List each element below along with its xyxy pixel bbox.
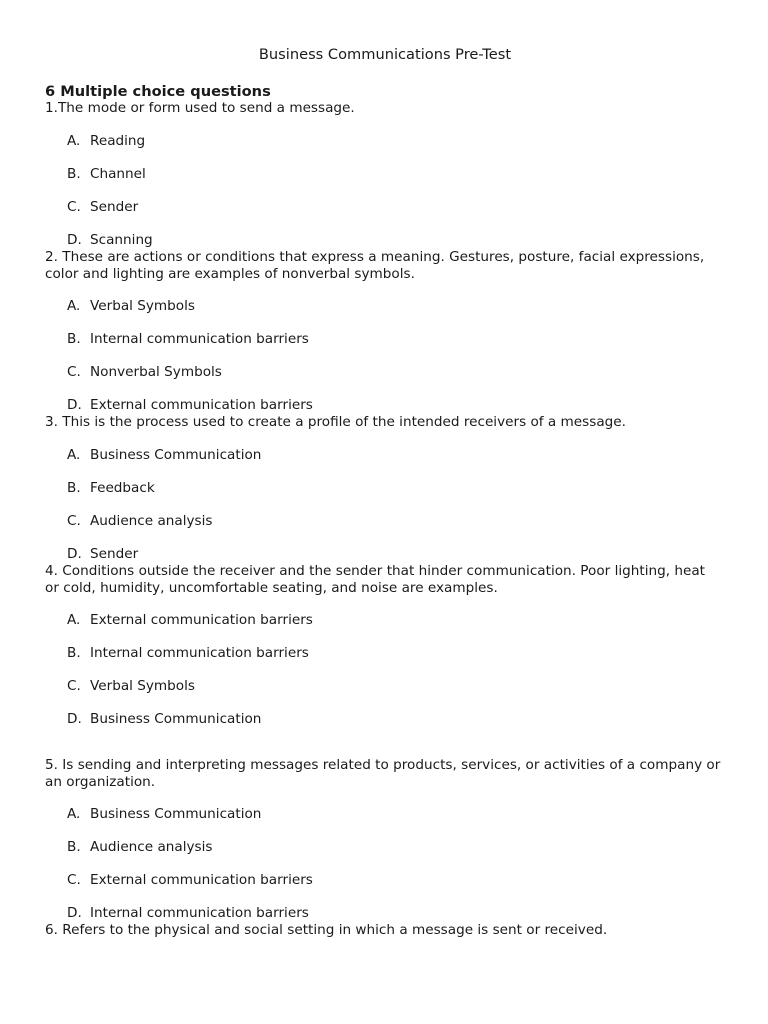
question-5-option-d [67,905,309,922]
option-text: Audience analysis [90,839,213,855]
option-text: Verbal Symbols [90,678,195,694]
option-text: External communication barriers [90,612,313,628]
document-title: Business Communications Pre-Test [258,46,512,63]
option-text: Nonverbal Symbols [90,364,222,380]
option-letter: D. [67,232,82,248]
option-text: Reading [90,133,146,149]
option-text: Scanning [90,232,153,248]
option-text: External communication barriers [90,872,313,888]
option-text: Internal communication barriers [90,905,309,921]
question-4-option-a [67,612,313,629]
question-1-option-c [67,199,138,216]
option-text: Internal communication barriers [90,331,309,347]
document-page [45,0,725,1024]
question-5-option-b [67,839,213,856]
option-letter: B. [67,331,81,347]
question-3-option-b [67,480,155,497]
question-4-option-c [67,678,195,695]
question-1-option-b [67,166,146,183]
option-text: Internal communication barriers [90,645,309,661]
question-4: 4. Conditions outside the receiver and the sender that hinder communication. Poor lighting, heat or cold, humidity, uncomfortable seating, and noise are examples. [45,563,705,596]
option-letter: C. [67,364,81,380]
question-2-option-d [67,397,313,414]
question-3-option-a [67,447,261,464]
option-text: Channel [90,166,146,182]
option-letter: B. [67,166,81,182]
option-text: Sender [90,546,139,562]
question-2: 2. These are actions or conditions that express a meaning. Gestures, posture, facial expressions, color and lighting are examples of nonverbal symbols. [45,249,705,282]
question-3-option-d [67,546,138,563]
option-letter: C. [67,513,81,529]
option-letter: A. [67,612,81,628]
option-letter: A. [67,447,81,463]
question-6: 6. Refers to the physical and social setting in which a message is sent or received. [45,922,608,938]
option-letter: B. [67,645,81,661]
option-text: Business Communication [90,447,262,463]
option-letter: A. [67,133,81,149]
option-letter: D. [67,397,82,413]
question-2-option-a [67,298,195,315]
option-text: Business Communication [90,806,262,822]
option-letter: A. [67,298,81,314]
option-text: Verbal Symbols [90,298,195,314]
option-letter: D. [67,711,82,727]
option-letter: D. [67,546,82,562]
option-letter: C. [67,872,81,888]
question-3: 3. This is the process used to create a profile of the intended receivers of a message. [45,414,626,430]
option-letter: C. [67,199,81,215]
question-1: 1.The mode or form used to send a message. [45,100,355,116]
question-1-option-d [67,232,153,249]
option-letter: A. [67,806,81,822]
question-2-option-c [67,364,222,381]
option-letter: D. [67,905,82,921]
option-text: External communication barriers [90,397,313,413]
option-letter: B. [67,480,81,496]
question-5: 5. Is sending and interpreting messages related to products, services, or activities of a company or an organization. [45,757,721,790]
question-3-option-c [67,513,213,530]
section-heading: 6 Multiple choice questions [45,83,271,100]
question-5-option-a [67,806,261,823]
question-4-option-b [67,645,309,662]
option-text: Sender [90,199,139,215]
option-letter: C. [67,678,81,694]
question-5-option-c [67,872,313,889]
question-2-option-b [67,331,309,348]
question-1-option-a [67,133,145,150]
question-4-option-d [67,711,261,728]
option-text: Business Communication [90,711,262,727]
option-text: Feedback [90,480,155,496]
option-letter: B. [67,839,81,855]
option-text: Audience analysis [90,513,213,529]
